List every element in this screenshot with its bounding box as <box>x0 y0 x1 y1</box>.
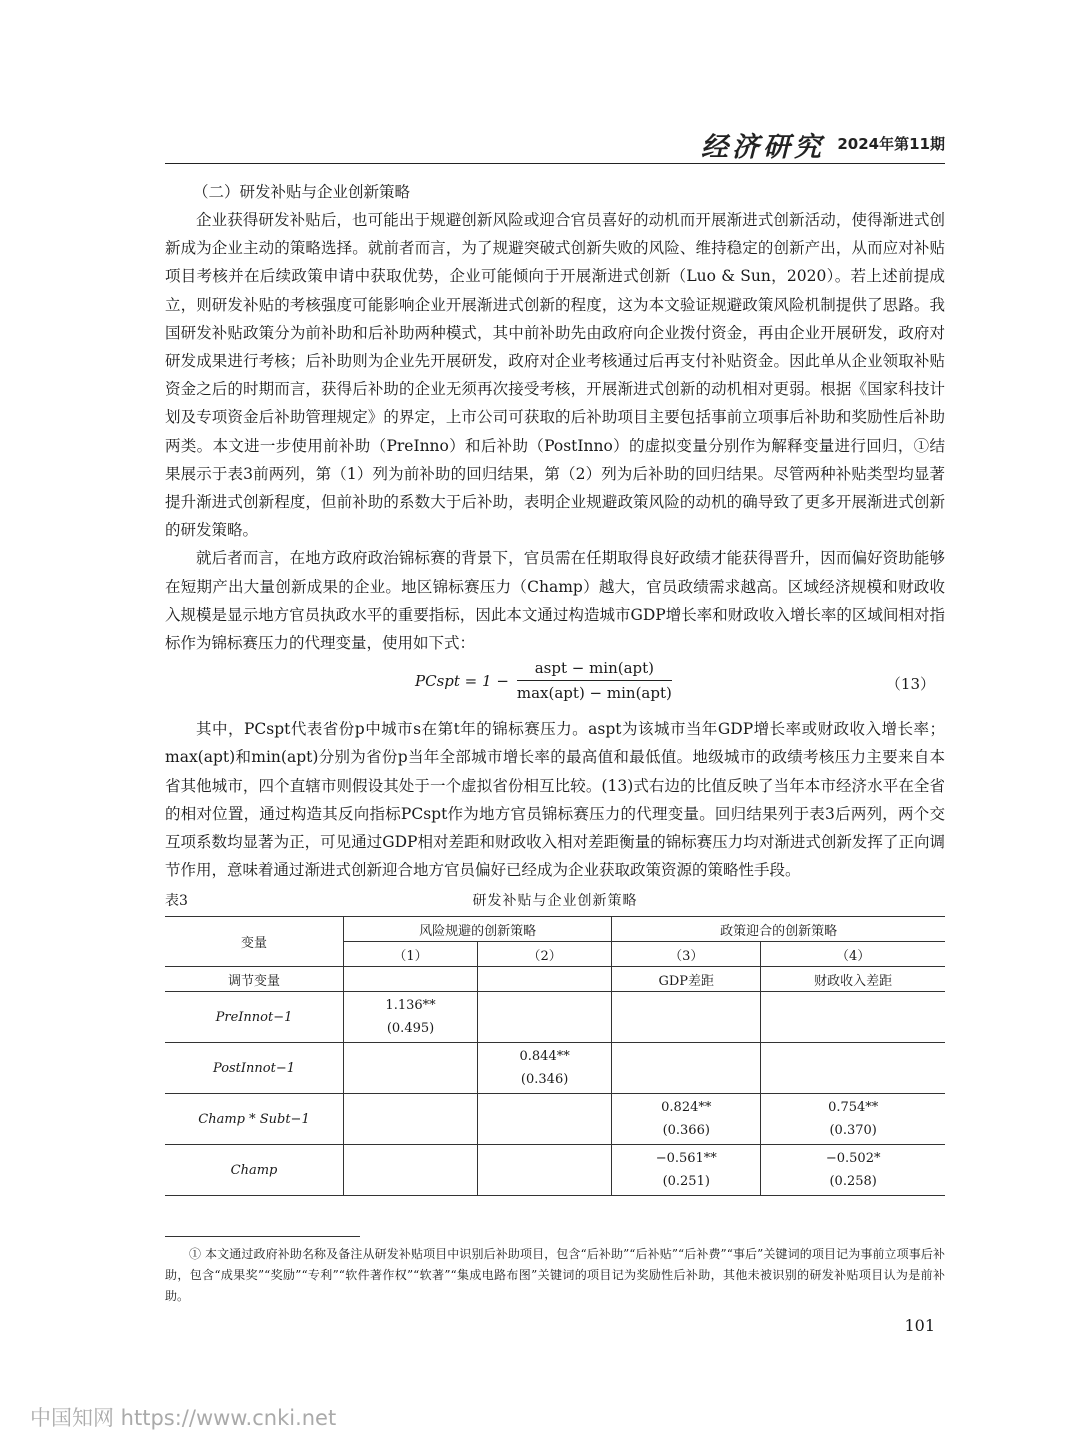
variable-name: Champ <box>165 1145 344 1196</box>
running-header <box>165 127 945 164</box>
equation-numerator: aspt − min(apt) <box>517 659 672 681</box>
table-row <box>165 1145 945 1196</box>
equation-number: （13） <box>885 675 935 694</box>
equation-lhs: PCspt = 1 − <box>415 671 509 690</box>
equation-fraction <box>517 659 672 702</box>
group-header-2: 政策迎合的创新策略 <box>612 917 945 942</box>
table-row <box>165 1094 945 1145</box>
table-caption <box>165 886 945 916</box>
issue-label: 2024年第11期 <box>837 135 945 153</box>
main-content <box>165 178 945 1196</box>
se: (0.370) <box>829 1123 877 1139</box>
table-row <box>165 1043 945 1094</box>
coef: 0.754** <box>828 1100 879 1116</box>
se: (0.346) <box>520 1072 569 1088</box>
coef: 0.824** <box>661 1100 712 1116</box>
moderator-cell <box>478 967 612 992</box>
moderator-cell: GDP差距 <box>612 967 761 992</box>
se: (0.258) <box>829 1174 877 1190</box>
equation-denominator: max(apt) − min(apt) <box>516 684 672 703</box>
cnki-watermark: 中国知网 https://www.cnki.net <box>30 1406 337 1430</box>
variable-name: Champ * Subt−1 <box>165 1094 344 1145</box>
coef: 0.844** <box>519 1049 570 1065</box>
moderator-row <box>165 967 945 992</box>
footnote-divider <box>165 1236 360 1237</box>
table-row <box>165 992 945 1043</box>
paragraph-3: 其中，PCspt代表省份p中城市s在第t年的锦标赛压力。aspt为该城市当年GDP增长率或财政收入增长率；max(apt)和min(apt)分别为省份p当年全部城市增长率的最高值和最低值。地级城市的政绩考核压力主要来自本省其他城市，四个直辖市则假设其处于一个虚拟省份相互比较。(13)式右边的比值反映了当年本市经济水平在全省的相对位置，通过构造其反向指标PCspt作为地方官员锦标赛压力的代理变量。回归结果列于表3后两列，两个交互项系数均显著为正，可见通过GDP相对差距和财政收入相对差距衡量的锦标赛压力均对渐进式创新发挥了正向调节作用，意味着通过渐进式创新迎合地方官员偏好已经成为企业获取政策资源的策略性手段。 <box>165 720 945 880</box>
variable-name: PreInnot−1 <box>165 992 344 1043</box>
section-title: （二）研发补贴与企业创新策略 <box>193 183 411 201</box>
table-title: 研发补贴与企业创新策略 <box>472 893 638 910</box>
moderator-cell: 财政收入差距 <box>761 967 945 992</box>
col-number: （3） <box>612 942 761 967</box>
table-3 <box>165 916 945 1196</box>
variable-name: PostInnot−1 <box>165 1043 344 1094</box>
se: (0.495) <box>386 1021 435 1037</box>
table-label: 表3 <box>165 893 188 910</box>
moderator-cell <box>344 967 478 992</box>
var-header: 变量 <box>165 917 344 967</box>
paragraph-1: 企业获得研发补贴后，也可能出于规避创新风险或迎合官员喜好的动机而开展渐进式创新活动，使得渐进式创新成为企业主动的策略选择。就前者而言，为了规避突破式创新失败的风险、维持稳定的创新产出，从而应对补贴项目考核并在后续政策申请中获取优势，企业可能倾向于开展渐进式创新（Luo & Sun，2020）。若上述前提成立，则研发补贴的考核强度可能影响企业开展渐进式创新的程度，这为本文验证规避政策风险机制提供了思路。我国研发补贴政策分为前补助和后补助两种模式，其中前补助先由政府向企业拨付资金，再由企业开展研发，政府对研发成果进行考核；后补助则为企业先开展研发，政府对企业考核通过后再支付补贴资金。因此单从企业领取补贴资金之后的时期而言，获得后补助的企业无须再次接受考核，开展渐进式创新的动机相对更弱。根据《国家科技计划及专项资金后补助管理规定》的界定，上市公司可获取的后补助项目主要包括事前立项事后补助和奖励性后补助两类。本文进一步使用前补助（PreInno）和后补助（PostInno）的虚拟变量分别作为解释变量进行回归，①结果展示于表3前两列，第（1）列为前补助的回归结果，第（2）列为后补助的回归结果。尽管两种补贴类型均显著提升渐进式创新程度，但前补助的系数大于后补助，表明企业规避政策风险的动机的确导致了更多开展渐进式创新的研发策略。 <box>165 211 945 540</box>
moderator-label: 调节变量 <box>165 967 344 992</box>
equation-13 <box>165 657 945 715</box>
coef: 1.136** <box>385 998 436 1014</box>
page-number: 101 <box>904 1316 935 1335</box>
group-header-1: 风险规避的创新策略 <box>344 917 612 942</box>
coef: −0.561** <box>655 1151 717 1167</box>
col-number: （1） <box>344 942 478 967</box>
se: (0.366) <box>662 1123 710 1139</box>
col-number: （4） <box>761 942 945 967</box>
se: (0.251) <box>662 1174 710 1190</box>
coef: −0.502* <box>825 1151 881 1167</box>
table-header-row <box>165 917 945 942</box>
col-number: （2） <box>478 942 612 967</box>
paragraph-2: 就后者而言，在地方政府政治锦标赛的背景下，官员需在任期取得良好政绩才能获得晋升，因而偏好资助能够在短期产出大量创新成果的企业。地区锦标赛压力（Champ）越大，官员政绩需求越高。区域经济规模和财政收入规模是显示地方官员执政水平的重要指标，因此本文通过构造城市GDP增长率和财政收入增长率的区域间相对指标作为锦标赛压力的代理变量，使用如下式： <box>165 549 945 653</box>
footnote: ① 本文通过政府补助名称及备注从研发补贴项目中识别后补助项目，包含“后补助”“后补贴”“后补费”“事后”关键词的项目记为事前立项事后补助，包含“成果奖”“奖励”“专利”“软件著作权”“软著”“集成电路布图”关键词的项目记为奖励性后补助，其他未被识别的研发补贴项目认为是前补助。 <box>165 1247 945 1303</box>
journal-logo: 经济研究 <box>701 132 825 163</box>
